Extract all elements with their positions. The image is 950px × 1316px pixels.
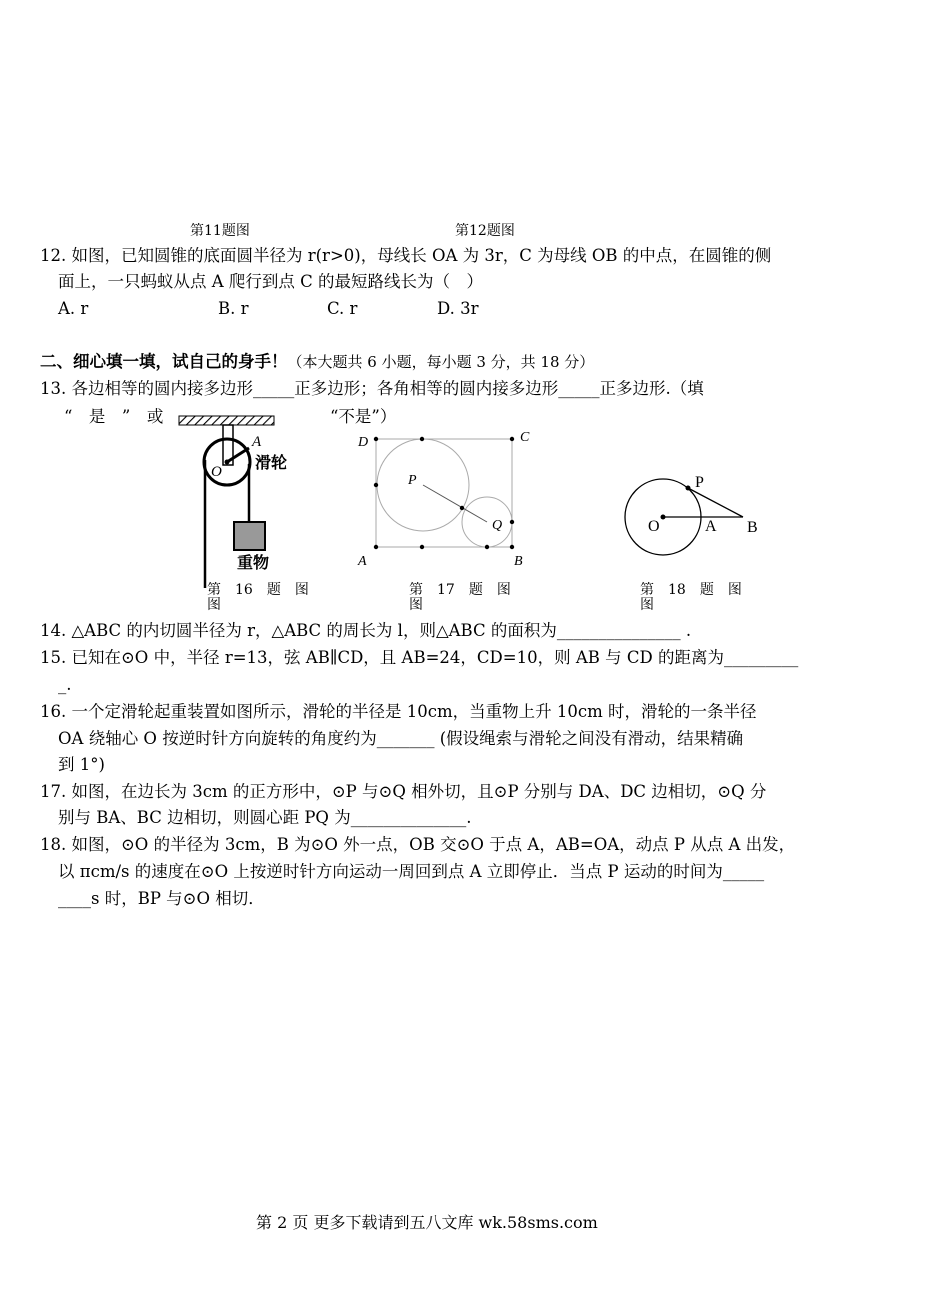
q12-line2: 面上，一只蚂蚁从点 A 爬行到点 C 的最短路线长为（ ） [58,272,484,291]
q13-line2b: “不是”） [330,407,397,426]
fig11-caption: 第11题图 [190,223,250,239]
q18-line2: 以 πcm/s 的速度在⊙O 上按逆时针方向运动一周回到点 A 立即停止．当点 P 运动的时间为_____ [58,862,765,881]
q16-line3: 到 1°) [58,755,105,774]
fig18-caption-line2: 图 [640,597,654,613]
page-footer: 第 2 页 更多下载请到五八文库 wk.58sms.com [256,1213,598,1232]
section2-note: （本大题共 6 小题，每小题 3 分，共 18 分） [287,353,595,371]
fig17-caption [409,583,511,613]
fig12-caption: 第12题图 [455,223,515,239]
q14-line: 14. △ABC 的内切圆半径为 r，△ABC 的周长为 l，则△ABC 的面积为_______________ . [40,621,692,640]
weight-label: 重物 [237,555,270,572]
fig16-caption-line2: 图 [207,597,221,613]
fig17-caption-line2: 图 [409,597,423,613]
q16-line2: OA 绕轴心 O 按逆时针方向旋转的角度约为_______ (假设绳索与滑轮之间没有滑动，结果精确 [58,729,744,748]
q16-line1: 16. 一个定滑轮起重装置如图所示，滑轮的半径是 10cm，当重物上升 10cm 时，滑轮的一条半径 [40,702,757,721]
fig16-caption [207,583,309,613]
label-d: D [358,435,369,450]
label-a: A [252,434,262,450]
ceiling-hatch [179,416,274,425]
q12-option-d: D. 3r [437,299,479,318]
q18-line3: ____s 时，BP 与⊙O 相切． [58,889,265,908]
section2-title: 二、细心填一填，试自己的身手！ [40,352,288,371]
q13-line2a: “ 是 ” 或 [64,407,164,426]
q12-option-a: A. r [58,299,89,318]
fig17-caption-line1: 第 17 题 图 [409,582,511,598]
label-p: P [408,473,417,488]
label-a: A [358,554,367,569]
weight-block [234,522,265,550]
label-b: B [747,519,758,536]
label-a: A [705,518,717,535]
fig18-caption [640,583,742,613]
fig16-caption-line1: 第 16 题 图 [207,582,309,598]
label-p: P [695,474,704,491]
fig17-square-diagram [350,425,540,575]
label-o: O [211,464,222,480]
fig18-caption-line1: 第 18 题 图 [640,582,742,598]
label-c: C [520,430,530,445]
q15-line1: 15. 已知在⊙O 中，半径 r=13，弦 AB∥CD，且 AB=24，CD=10，则 AB 与 CD 的距离为_________ [40,648,799,667]
label-q: Q [492,518,503,533]
segment-pq [423,485,487,522]
fig16-pulley-diagram [175,410,305,610]
q18-line1: 18. 如图，⊙O 的半径为 3cm，B 为⊙O 外一点，OB 交⊙O 于点 A，AB=OA，动点 P 从点 A 出发， [40,835,796,854]
q13-line1: 13. 各边相等的圆内接多边形_____正多边形；各角相等的圆内接多边形_____正多边形.（填 [40,379,704,398]
q17-line2: 别与 BA、BC 边相切，则圆心距 PQ 为______________. [58,808,472,827]
label-o: O [648,518,660,535]
q15-line2: _. [58,675,72,694]
section2-header [40,349,594,375]
segment-pb [688,488,743,517]
segment-op [663,488,688,517]
q12-option-c: C. r [327,299,358,318]
label-b: B [514,554,523,569]
pulley-label: 滑轮 [255,455,288,472]
fig18-circle-diagram [615,462,785,582]
q17-line1: 17. 如图，在边长为 3cm 的正方形中，⊙P 与⊙Q 相外切，且⊙P 分别与 DA、DC 边相切，⊙Q 分 [40,782,767,801]
q12-line1: 12. 如图，已知圆锥的底面圆半径为 r(r>0)，母线长 OA 为 3r，C 为母线 OB 的中点，在圆锥的侧 [40,246,772,265]
q12-option-b: B. r [218,299,249,318]
